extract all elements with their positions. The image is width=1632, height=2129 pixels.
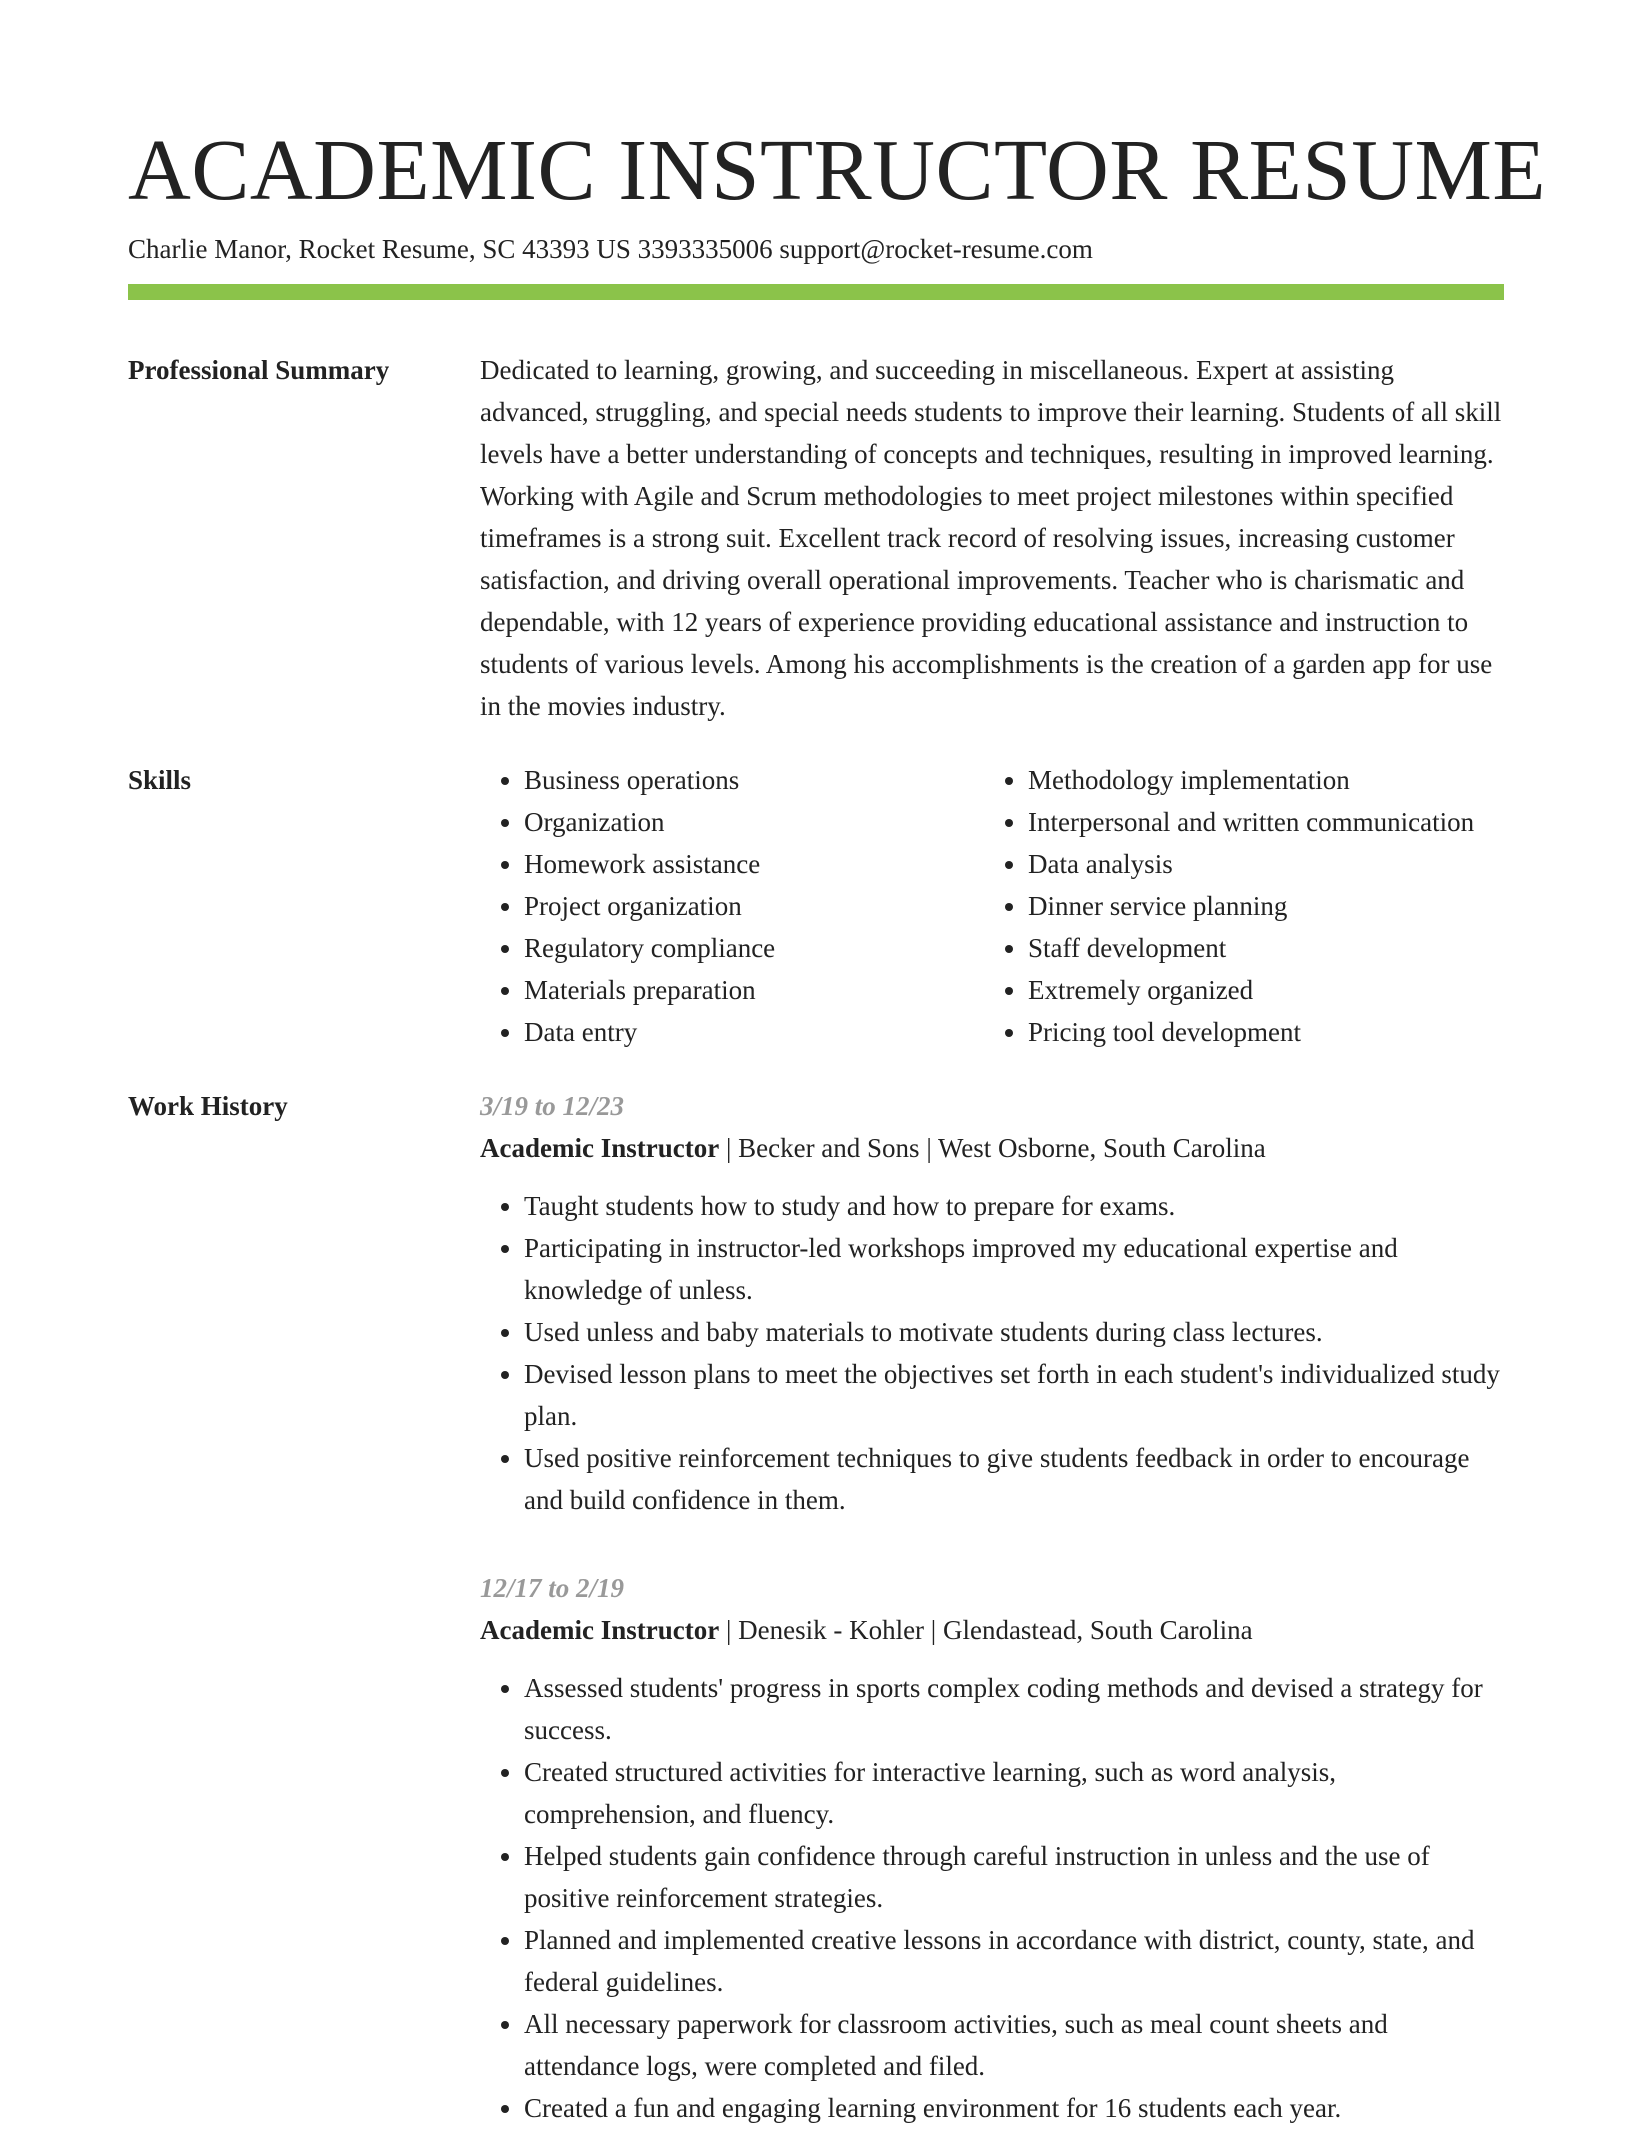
job-bullets [480, 1185, 1504, 1521]
skill-item: • Project organization [524, 885, 984, 927]
skill-item: • Interpersonal and written communication [1028, 801, 1488, 843]
job-entry [480, 1085, 1504, 1521]
summary-text: Dedicated to learning, growing, and succeeding in miscellaneous. Expert at assisting advanced, struggling, and special needs students to improve their learning. Students of all skill levels have a better understanding of concepts and techniques, resulting in improved learning. Working with Agile and Scrum methodologies to meet project milestones within specified timeframes is a strong suit. Excellent track record of resolving issues, increasing customer satisfaction, and driving overall operational improvements. Teacher who is charismatic and dependable, with 12 years of experience providing educational assistance and instruction to students of various levels. Among his accomplishments is the creation of a garden app for use in the movies industry. [480, 355, 1502, 721]
job-bullet: • All necessary paperwork for classroom activities, such as meal count sheets and attendance logs, were completed and filed. [524, 2003, 1504, 2087]
skills-list-right [984, 759, 1488, 1053]
job-bullets [480, 1667, 1504, 2129]
job-bullet: • Helped students gain confidence through careful instruction in unless and the use of positive reinforcement strategies. [524, 1835, 1504, 1919]
job-bullet: • Used unless and baby materials to motivate students during class lectures. [524, 1311, 1504, 1353]
job-employer-location: | Becker and Sons | West Osborne, South Carolina [719, 1133, 1266, 1163]
job-bullet: • Used positive reinforcement techniques to give students feedback in order to encourage and build confidence in them. [524, 1437, 1504, 1521]
job-bullet: • Created a fun and engaging learning environment for 16 students each year. [524, 2087, 1504, 2129]
job-bullet: • Devised lesson plans to meet the objectives set forth in each student's individualized study plan. [524, 1353, 1504, 1437]
skill-item: • Methodology implementation [1028, 759, 1488, 801]
contact-info: Charlie Manor, Rocket Resume, SC 43393 US 3393335006 support@rocket-resume.com [128, 234, 1093, 264]
job-bullet: • Created structured activities for interactive learning, such as word analysis, comprehension, and fluency. [524, 1751, 1504, 1835]
resume-title: ACADEMIC INSTRUCTOR RESUME [128, 121, 1547, 218]
skill-item: • Data analysis [1028, 843, 1488, 885]
section-heading-skills: Skills [128, 765, 192, 795]
section-heading-work: Work History [128, 1091, 288, 1121]
job-dates: 12/17 to 2/19 [480, 1573, 625, 1603]
skill-item: • Pricing tool development [1028, 1011, 1488, 1053]
job-dates: 3/19 to 12/23 [480, 1091, 625, 1121]
section-heading-summary: Professional Summary [128, 355, 390, 385]
header-divider [128, 284, 1504, 300]
skill-item: • Business operations [524, 759, 984, 801]
job-employer-location: | Denesik - Kohler | Glendastead, South Carolina [719, 1615, 1253, 1645]
job-bullet: • Taught students how to study and how to prepare for exams. [524, 1185, 1504, 1227]
job-bullet: • Participating in instructor-led workshops improved my educational expertise and knowledge of unless. [524, 1227, 1504, 1311]
skill-item: • Extremely organized [1028, 969, 1488, 1011]
skill-item: • Staff development [1028, 927, 1488, 969]
job-bullet: • Assessed students' progress in sports complex coding methods and devised a strategy for success. [524, 1667, 1504, 1751]
job-bullet: • Planned and implemented creative lessons in accordance with district, county, state, and federal guidelines. [524, 1919, 1504, 2003]
skill-item: • Organization [524, 801, 984, 843]
skills-section [128, 759, 1504, 1053]
resume-page [128, 120, 1547, 2129]
skill-item: • Homework assistance [524, 843, 984, 885]
job-heading [480, 1609, 1504, 1651]
job-entry [480, 1567, 1504, 2129]
professional-summary-section [128, 349, 1504, 727]
skill-item: • Data entry [524, 1011, 984, 1053]
skill-item: • Regulatory compliance [524, 927, 984, 969]
work-history-section [128, 1085, 1504, 2129]
skills-list-left [480, 759, 984, 1053]
job-title: Academic Instructor [480, 1615, 720, 1645]
skill-item: • Materials preparation [524, 969, 984, 1011]
job-title: Academic Instructor [480, 1133, 720, 1163]
skill-item: • Dinner service planning [1028, 885, 1488, 927]
job-heading [480, 1127, 1504, 1169]
